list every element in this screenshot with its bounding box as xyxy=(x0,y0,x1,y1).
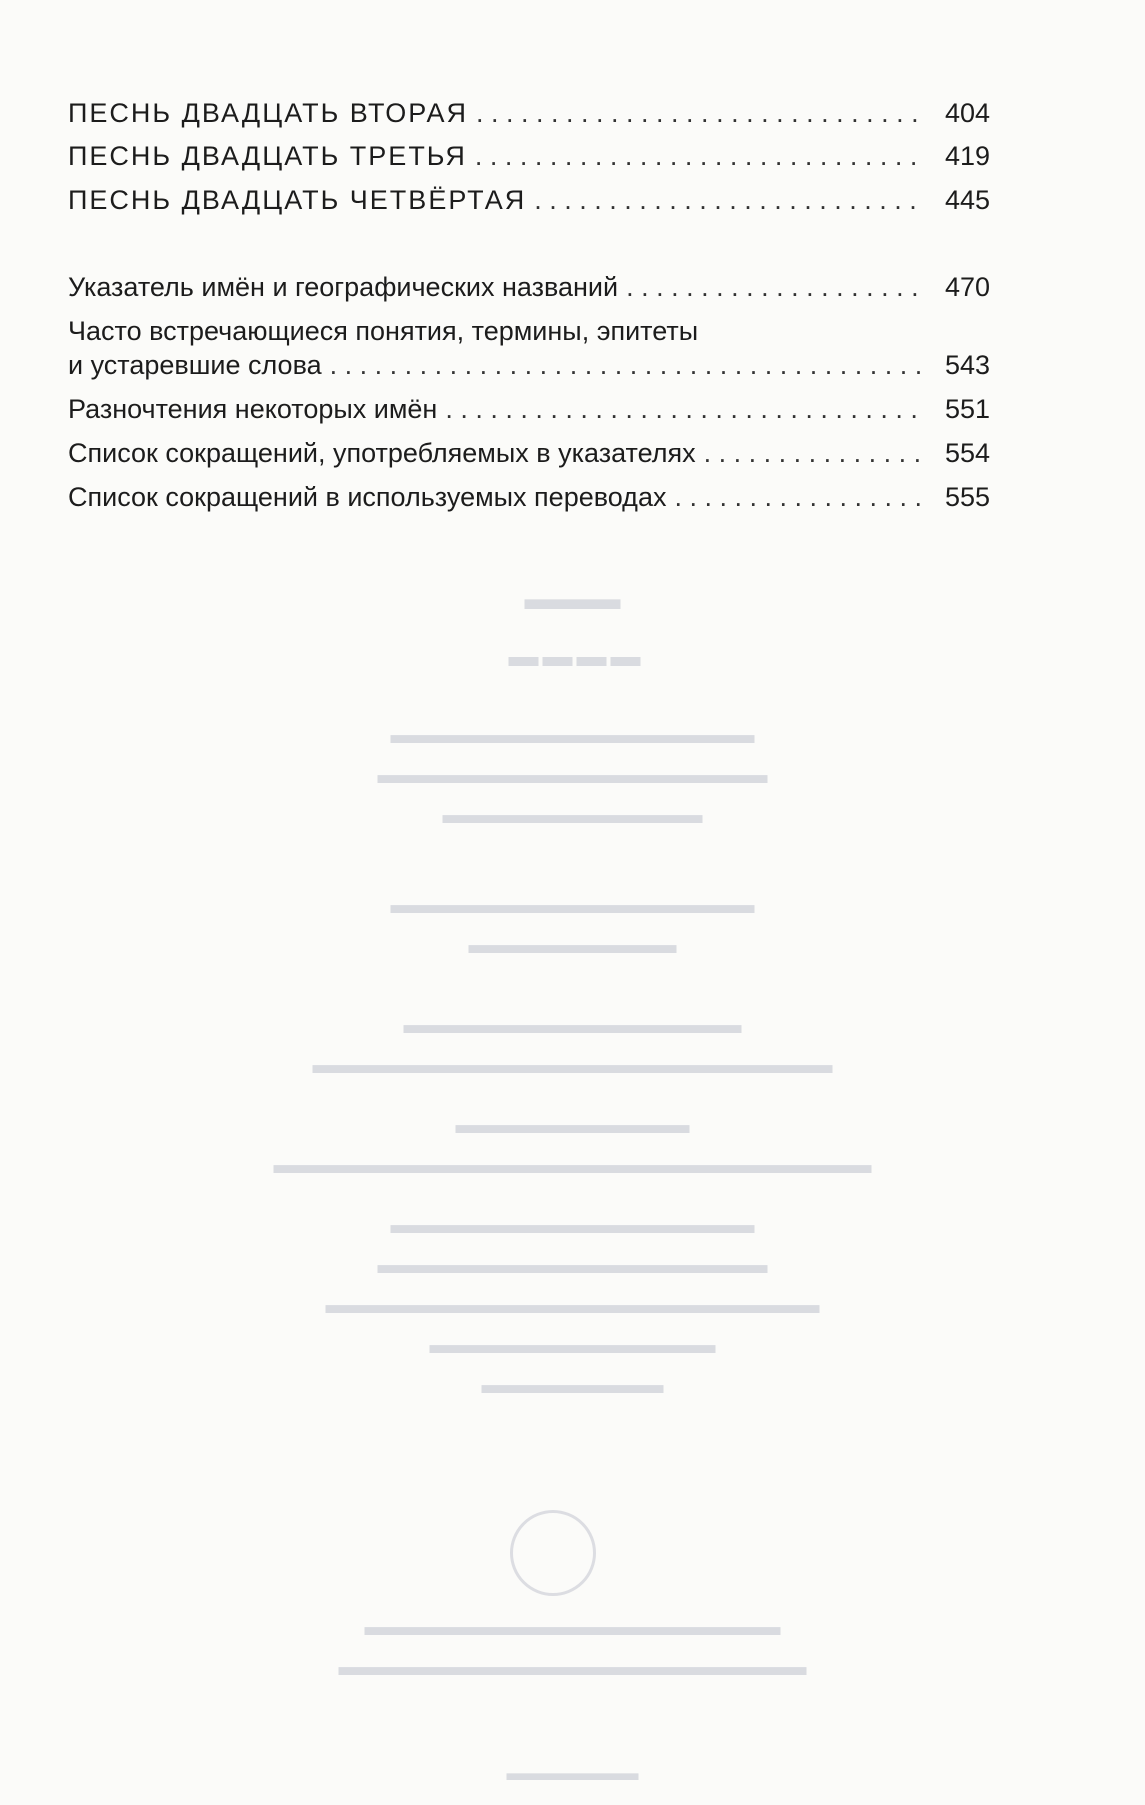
toc-entry-name-index xyxy=(68,272,990,303)
show-through-text: ▬▬▬▬▬▬▬▬▬▬▬ xyxy=(429,1330,716,1359)
toc-entry-song-22 xyxy=(68,98,990,129)
toc-entry-index-abbreviations xyxy=(68,438,990,469)
toc-entry-glossary-line1: Часто встречающиеся понятия, термины, эпитеты xyxy=(68,316,699,346)
show-through-text: ▬▬▬▬▬▬▬▬▬▬▬▬▬▬ xyxy=(390,720,755,749)
dot-leader xyxy=(534,185,920,216)
show-through-text: ▬▬▬▬▬▬▬▬▬▬▬▬▬▬▬ xyxy=(377,1250,768,1279)
age-rating-show-through-icon xyxy=(510,1510,596,1596)
dot-leader xyxy=(475,141,920,172)
dot-leader xyxy=(330,350,920,381)
toc-entry-song-24 xyxy=(68,185,990,216)
show-through-text: ▬▬▬▬▬▬▬▬▬▬▬▬▬▬ xyxy=(390,1210,755,1239)
toc-entry-page: 419 xyxy=(944,141,990,171)
show-through-text: ▬▬▬▬▬▬▬▬▬▬▬▬▬▬▬▬ xyxy=(364,1612,781,1641)
show-through-text: ▬▬▬▬▬▬▬▬ xyxy=(468,930,677,959)
toc-entry-page: 551 xyxy=(944,394,990,424)
toc-entry-title: ПЕСНЬ ДВАДЦАТЬ ЧЕТВЁРТАЯ xyxy=(68,185,527,215)
show-through-text: ▬▬▬ xyxy=(524,580,621,616)
dot-leader xyxy=(704,438,920,469)
toc-entry-title: и устаревшие слова xyxy=(68,350,322,380)
toc-entry-glossary xyxy=(68,350,990,381)
toc-entry-page: 555 xyxy=(944,482,990,512)
toc-entry-translation-abbreviations xyxy=(68,482,990,513)
dot-leader xyxy=(626,272,920,303)
show-through-text: ▬▬▬▬▬▬▬▬▬▬▬▬▬▬▬▬▬▬▬ xyxy=(325,1290,820,1319)
toc-entry-page: 445 xyxy=(944,185,990,215)
toc-entry-title: ПЕСНЬ ДВАДЦАТЬ ТРЕТЬЯ xyxy=(68,141,467,171)
show-through-text: ▬▬▬▬▬▬▬▬▬▬▬▬▬▬▬▬▬▬▬▬ xyxy=(312,1050,833,1079)
toc-entry-page: 404 xyxy=(944,98,990,128)
toc-entry-title: Список сокращений, употребляемых в указателях xyxy=(68,438,696,468)
toc-entry-title: Разночтения некоторых имён xyxy=(68,394,438,424)
show-through-text: ▬▬▬▬▬▬▬▬▬▬▬▬▬ xyxy=(403,1010,742,1039)
toc-entry-title: Список сокращений в используемых переводах xyxy=(68,482,667,512)
show-through-text: ▬▬▬▬▬▬▬ xyxy=(481,1370,664,1399)
show-through-text: ▬▬▬▬▬▬▬▬▬▬▬▬▬▬▬▬▬▬ xyxy=(338,1652,807,1681)
show-through-text: ▬▬▬▬▬▬▬▬▬▬ xyxy=(442,800,703,829)
dot-leader xyxy=(445,394,920,425)
show-through-text: ▬▬▬▬▬▬▬▬▬▬▬▬▬▬▬ xyxy=(377,760,768,789)
toc-entry-title: ПЕСНЬ ДВАДЦАТЬ ВТОРАЯ xyxy=(68,98,469,128)
dot-leader xyxy=(476,98,920,129)
toc-entry-page: 554 xyxy=(944,438,990,468)
show-through-text: ▬▬▬▬▬▬▬▬▬▬▬▬▬▬ xyxy=(390,890,755,919)
show-through-text: ▬▬▬▬▬▬▬▬▬▬▬▬▬▬▬▬▬▬▬▬▬▬▬ xyxy=(273,1150,872,1179)
toc-entry-name-variants xyxy=(68,394,990,425)
toc-entry-title: Указатель имён и географических названий xyxy=(68,272,619,302)
show-through-text: ▬▬▬▬ xyxy=(504,640,641,673)
toc-entry-song-23 xyxy=(68,141,990,172)
toc-entry-page: 543 xyxy=(944,350,990,380)
show-through-text: ▬▬▬▬▬▬▬▬▬ xyxy=(455,1110,690,1139)
dot-leader xyxy=(674,482,920,513)
toc-entry-page: 470 xyxy=(944,272,990,302)
show-through-text: ▬▬▬▬▬▬ xyxy=(506,1760,639,1785)
